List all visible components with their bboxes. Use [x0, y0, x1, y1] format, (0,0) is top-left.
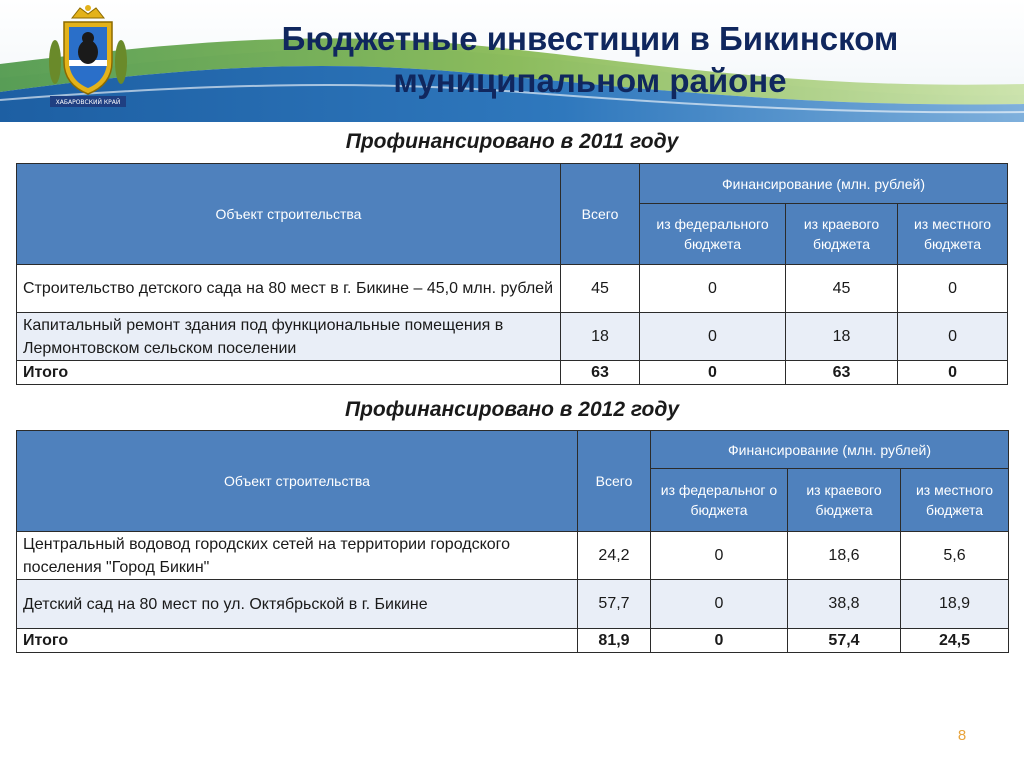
- total-row: [17, 629, 1009, 653]
- section-2011-caption: Профинансировано в 2011 году: [345, 130, 679, 153]
- row-local: 0: [898, 265, 1008, 313]
- total-label: Итого: [17, 361, 561, 385]
- row-regional: 18: [786, 313, 898, 361]
- header-local: из местного бюджета: [901, 469, 1009, 532]
- row-local: 0: [898, 313, 1008, 361]
- title-line-1: Бюджетные инвестиции в Бикинском: [281, 20, 899, 57]
- total-local: 24,5: [901, 629, 1009, 653]
- row-total: 24,2: [578, 532, 651, 580]
- header-local: из местного бюджета: [898, 204, 1008, 265]
- row-regional: 38,8: [788, 580, 901, 629]
- page-number: 8: [957, 727, 967, 744]
- total-label: Итого: [17, 629, 578, 653]
- total-sum: 63: [561, 361, 640, 385]
- total-sum: 81,9: [578, 629, 651, 653]
- total-regional: 57,4: [788, 629, 901, 653]
- header-total: Всего: [561, 164, 640, 265]
- row-regional: 45: [786, 265, 898, 313]
- emblem-caption: ХАБАРОВСКИЙ КРАЙ: [55, 99, 121, 106]
- table-row: [17, 313, 1008, 361]
- total-local: 0: [898, 361, 1008, 385]
- row-object: Центральный водовод городских сетей на территории городского поселения "Город Бикин": [17, 532, 578, 580]
- slide-title: [190, 18, 990, 102]
- khabarovsk-krai-coat-of-arms-icon: [42, 0, 134, 112]
- table-row: [17, 532, 1009, 580]
- row-federal: 0: [640, 313, 786, 361]
- row-total: 57,7: [578, 580, 651, 629]
- total-regional: 63: [786, 361, 898, 385]
- total-row: [17, 361, 1008, 385]
- row-total: 45: [561, 265, 640, 313]
- table-2011: [16, 163, 1008, 385]
- row-total: 18: [561, 313, 640, 361]
- header-financing: Финансирование (млн. рублей): [651, 431, 1009, 469]
- section-2012-caption: Профинансировано в 2012 году: [344, 398, 680, 421]
- table-row: [17, 580, 1009, 629]
- row-object: Детский сад на 80 мест по ул. Октябрьской в г. Бикине: [17, 580, 578, 629]
- header-total: Всего: [578, 431, 651, 532]
- header-regional: из краевого бюджета: [788, 469, 901, 532]
- header-object: Объект строительства: [17, 431, 578, 532]
- row-regional: 18,6: [788, 532, 901, 580]
- row-federal: 0: [651, 580, 788, 629]
- row-federal: 0: [640, 265, 786, 313]
- row-federal: 0: [651, 532, 788, 580]
- slide-header: [0, 0, 1024, 122]
- header-regional: из краевого бюджета: [786, 204, 898, 265]
- row-object: Строительство детского сада на 80 мест в г. Бикине – 45,0 млн. рублей: [17, 265, 561, 313]
- row-local: 5,6: [901, 532, 1009, 580]
- header-object: Объект строительства: [17, 164, 561, 265]
- title-line-2: муниципальном районе: [393, 62, 787, 99]
- total-federal: 0: [651, 629, 788, 653]
- row-local: 18,9: [901, 580, 1009, 629]
- header-financing: Финансирование (млн. рублей): [640, 164, 1008, 204]
- header-federal: из федерального бюджета: [640, 204, 786, 265]
- header-federal: из федеральног о бюджета: [651, 469, 788, 532]
- table-2012: [16, 430, 1009, 653]
- total-federal: 0: [640, 361, 786, 385]
- table-row: [17, 265, 1008, 313]
- row-object: Капитальный ремонт здания под функциональные помещения в Лермонтовском сельском поселении: [17, 313, 561, 361]
